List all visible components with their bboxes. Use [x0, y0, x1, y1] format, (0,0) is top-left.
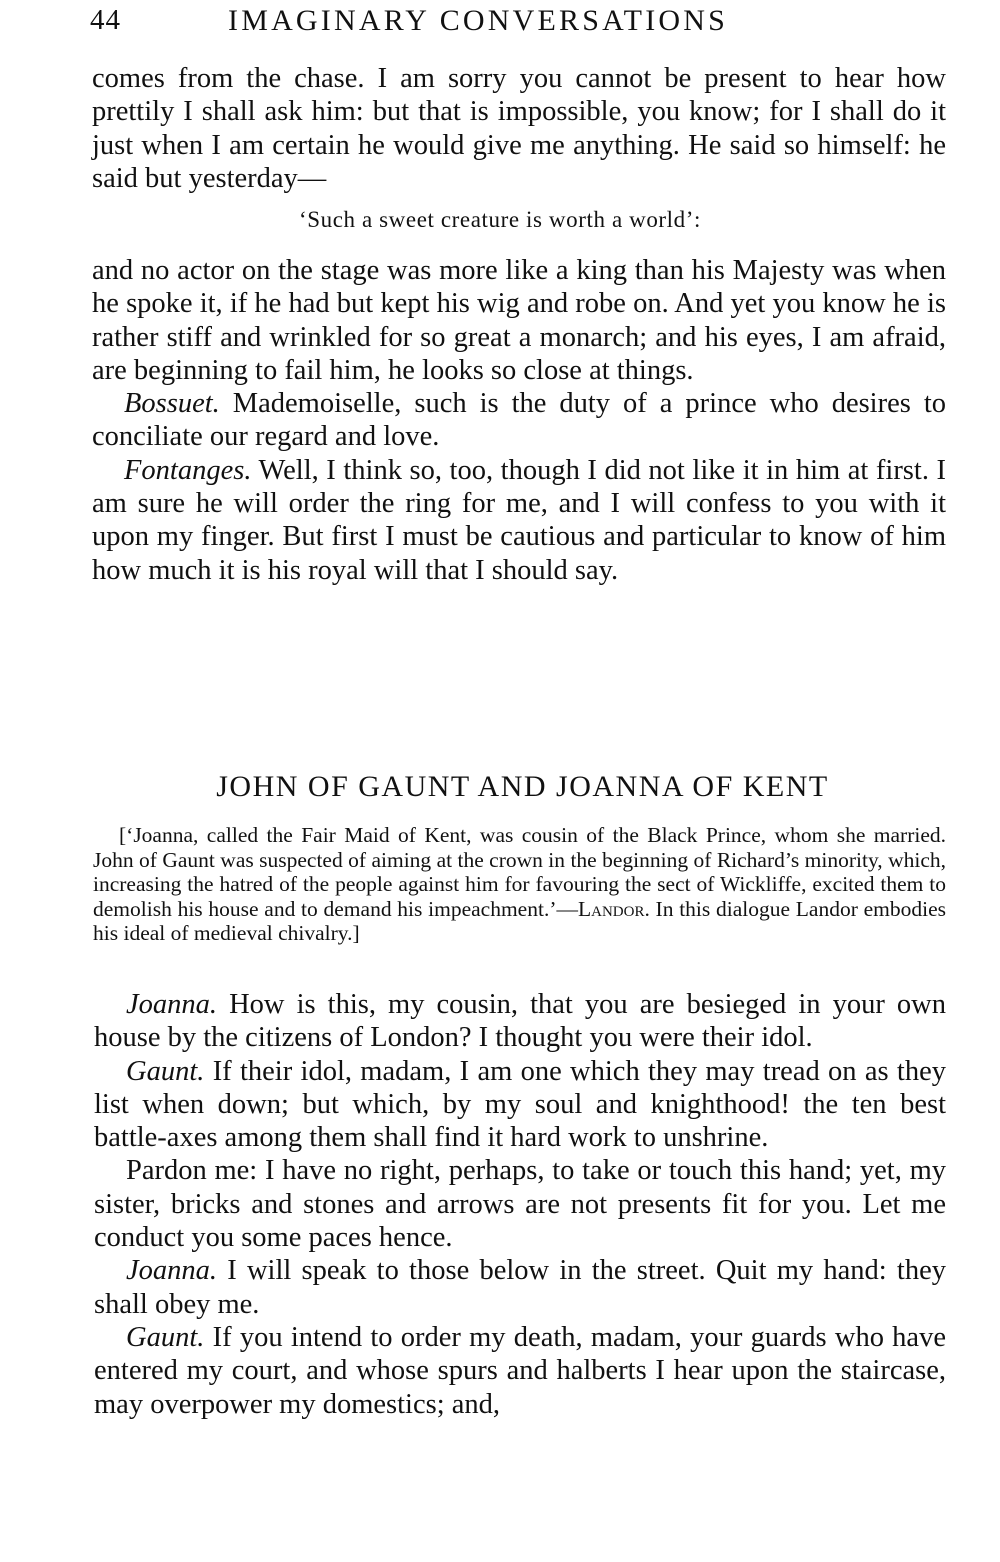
dialogue-continuation — [92, 254, 946, 587]
page-header — [90, 4, 950, 44]
dialogue-line-gaunt-continued: Pardon me: I have no right, perhaps, to take or touch this hand; yet, my sister, bricks and stones and arrows are not presents fit for you. Let me conduct you some paces hence. — [94, 1155, 946, 1254]
dialogue-line-joanna — [94, 1254, 946, 1321]
speaker-name: Gaunt. — [126, 1321, 205, 1353]
speaker-name: Joanna. — [126, 1255, 218, 1287]
speech-text: Mademoiselle, such is the duty of a prince who desires to conciliate our regard and love. — [92, 388, 946, 453]
paragraph: comes from the chase. I am sorry you cannot be present to hear how prettily I shall ask him: but that is impossible, you know; for I shall do it just when I am certain he would give me anything. He said so himself: he said but yesterday— — [92, 63, 946, 194]
note-author: Landor. — [577, 896, 650, 921]
note-text: In this dialogue Landor embodies his ideal of medieval chivalry.] — [93, 896, 946, 945]
dialogue-line-gaunt — [94, 1055, 946, 1155]
speech-text: Well, I think so, too, though I did not like it in him at first. I am sure he will order the ring for me, and I will confess to you with it upon my finger. But first I must be cautious and particular to know of him how much it is his royal will that I should say. — [92, 454, 946, 586]
speaker-name: Joanna. — [126, 989, 218, 1020]
dialogue-line-fontanges — [92, 454, 946, 587]
dialogue — [94, 988, 946, 1421]
page-number: 44 — [90, 4, 121, 36]
dialogue-line-bossuet — [92, 387, 946, 454]
speaker-name: Gaunt. — [126, 1055, 205, 1087]
editorial-note — [93, 823, 946, 946]
speaker-name: Fontanges. — [124, 454, 252, 486]
speaker-name: Bossuet. — [124, 388, 220, 420]
continued-paragraph — [92, 62, 946, 195]
paragraph: and no actor on the stage was more like a king than his Majesty was when he spoke it, if he had but kept his wig and robe on. And yet you know he is rather stiff and wrinkled for so great a monarch; and his eyes, I am afraid, are beginning to fail him, he looks so close at things. — [92, 255, 946, 386]
speech-text: How is this, my cousin, that you are besieged in your own house by the citizens of London? I thought you were their idol. — [94, 989, 946, 1054]
speech-text: If their idol, madam, I am one which they may tread on as they list when down; but which, by my soul and knighthood! the ten best battle-axes among them shall find it hard work to unshrine. — [94, 1055, 946, 1154]
dialogue-line-joanna — [94, 988, 946, 1055]
running-title: IMAGINARY CONVERSATIONS — [228, 4, 729, 37]
speech-text: If you intend to order my death, madam, your guards who have entered my court, and whose spurs and halberts I hear upon the staircase, may overpower my domestics; and, — [94, 1321, 946, 1420]
note-paragraph — [93, 823, 946, 946]
quoted-verse: ‘Such a sweet creature is worth a world’: — [298, 207, 702, 232]
speech-text: I will speak to those below in the street. Quit my hand: they shall obey me. — [94, 1255, 946, 1320]
dialogue-line-gaunt — [94, 1321, 946, 1421]
section-title: JOHN OF GAUNT AND JOANNA OF KENT — [216, 770, 829, 803]
note-text: [‘Joanna, called the Fair Maid of Kent, was cousin of the Black Prince, whom she married. John of Gaunt was suspected of aiming at the crown in the beginning of Richard’s minority, which, increasing the hatred of the people against him for favouring the sect of Wickliffe, excited them to demolish his house and to demand his impeachment.’— — [93, 823, 946, 921]
